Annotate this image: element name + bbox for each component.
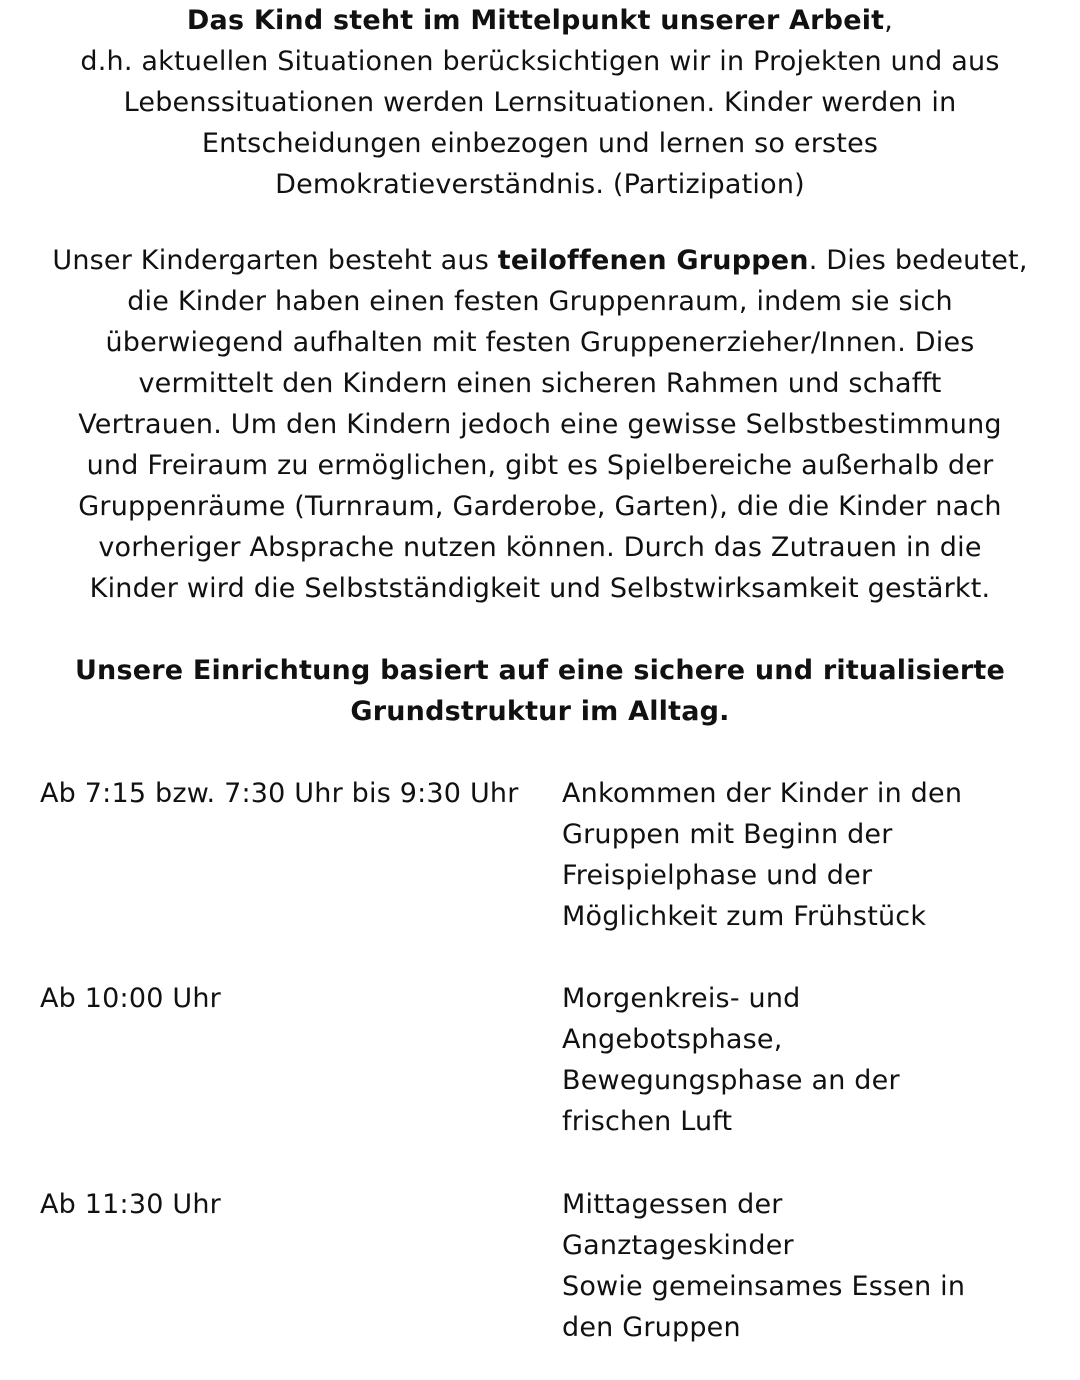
schedule-desc-line: Mittagessen der [562,1189,783,1220]
groups-paragraph [20,240,1060,609]
schedule-description [562,773,1032,937]
groups-line: die Kinder haben einen festen Gruppenraum, indem sie sich [127,286,953,317]
schedule-desc-line: frischen Luft [562,1106,733,1137]
schedule-time: Ab 10:00 Uhr [40,983,221,1014]
schedule-desc-line: Morgenkreis- und [562,983,801,1014]
groups-line: vermittelt den Kindern einen sicheren Rahmen und schafft [138,368,942,399]
groups-line: Kinder wird die Selbstständigkeit und Selbstwirksamkeit gestärkt. [89,573,991,604]
intro-heading-comma: , [884,5,894,36]
schedule-desc-line: Möglichkeit zum Frühstück [562,901,927,932]
groups-line: Gruppenräume (Turnraum, Garderobe, Garten), die die Kinder nach [78,491,1002,522]
schedule-description [562,978,1032,1142]
groups-line1-post: . Dies bedeutet, [808,245,1028,276]
intro-heading-bold: Das Kind steht im Mittelpunkt unserer Arbeit [186,5,885,36]
groups-line: und Freiraum zu ermöglichen, gibt es Spielbereiche außerhalb der [86,450,994,481]
schedule-desc-line: Angebotsphase, [562,1024,783,1055]
intro-line: Demokratieverständnis. (Partizipation) [275,169,805,200]
groups-first-line [20,240,1060,281]
groups-line1-bold: teiloffenen Gruppen [497,245,809,276]
structure-heading [20,650,1060,732]
groups-line: überwiegend aufhalten mit festen Gruppenerzieher/Innen. Dies [105,327,975,358]
structure-line: Unsere Einrichtung basiert auf eine sichere und ritualisierte [74,655,1006,686]
intro-heading [20,0,1060,41]
schedule-description [562,1184,1032,1348]
schedule-desc-line: Ankommen der Kinder in den [562,778,963,809]
schedule-time: Ab 11:30 Uhr [40,1189,221,1220]
schedule-desc-line: Ganztageskinder [562,1230,794,1261]
groups-line: Vertrauen. Um den Kindern jedoch eine gewisse Selbstbestimmung [78,409,1002,440]
groups-line: vorheriger Absprache nutzen können. Durch das Zutrauen in die [98,532,982,563]
schedule-desc-line: Sowie gemeinsames Essen in [562,1271,966,1302]
schedule-desc-line: Gruppen mit Beginn der [562,819,893,850]
intro-line: Entscheidungen einbezogen und lernen so erstes [201,128,879,159]
intro-line: Lebenssituationen werden Lernsituationen. Kinder werden in [123,87,957,118]
structure-line: Grundstruktur im Alltag. [350,696,730,727]
intro-paragraph [20,0,1060,205]
schedule-desc-line: Bewegungsphase an der [562,1065,900,1096]
schedule-desc-line: Freispielphase und der [562,860,873,891]
groups-line1-pre: Unser Kindergarten besteht aus [52,245,498,276]
schedule-desc-line: den Gruppen [562,1312,741,1343]
schedule-time: Ab 7:15 bzw. 7:30 Uhr bis 9:30 Uhr [40,778,519,809]
intro-line: d.h. aktuellen Situationen berücksichtigen wir in Projekten und aus [80,46,1000,77]
